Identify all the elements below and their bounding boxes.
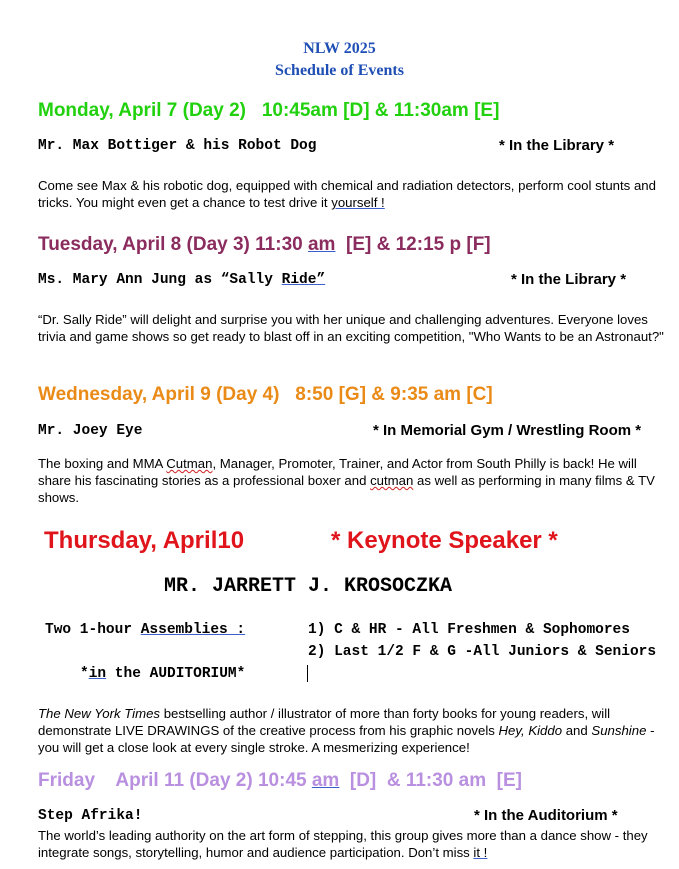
tuesday-heading: Tuesday, April 8 (Day 3) 11:30 am [E] & 12:15 p [F] [38,234,491,255]
wednesday-description: The boxing and MMA Cutman, Manager, Promoter, Trainer, and Actor from South Philly is back! He will share his fascinating stories as a professional boxer and cutman as well as performing in many films & TV shows. [38,456,655,505]
thursday-heading: Thursday, April10 [44,527,245,554]
wednesday-performer: Mr. Joey Eye [38,423,143,439]
keynote-label: * Keynote Speaker * [331,527,558,554]
friday-heading: Friday April 11 (Day 2) 10:45 am [D] & 11:30 am [E] [38,770,522,791]
friday-description: The world’s leading authority on the art form of stepping, this group gives more than a dance show - they integrate songs, storytelling, humor and audience participation. Don’t miss it ! [38,828,648,860]
monday-description: Come see Max & his robotic dog, equipped with chemical and radiation detectors, perform cool stunts and tricks. You might even get a chance to test drive it yourself ! [38,178,656,210]
text-cursor [307,665,308,682]
assemblies-label: Two 1-hour Assemblies : [45,622,246,638]
keynote-speaker-name: MR. JARRETT J. KROSOCZKA [164,575,453,598]
monday-location: * In the Library * [499,137,615,154]
assembly-session-1: 1) C & HR - All Freshmen & Sophomores [308,622,630,638]
monday-performer: Mr. Max Bottiger & his Robot Dog [38,138,317,154]
assembly-session-2: 2) Last 1/2 F & G -All Juniors & Seniors [308,644,657,660]
thursday-location: *in the AUDITORIUM* [80,666,246,682]
wednesday-location: * In Memorial Gym / Wrestling Room * [373,422,642,439]
monday-description-link: yourself ! [331,195,385,210]
friday-location: * In the Auditorium * [474,807,618,824]
friday-performer: Step Afrika! [38,808,143,824]
schedule-year-title: NLW 2025 [303,40,376,57]
monday-heading: Monday, April 7 (Day 2) 10:45am [D] & 11:30am [E] [38,100,500,121]
tuesday-description: “Dr. Sally Ride” will delight and surprise you with her unique and challenging adventures. Everyone loves trivia and game shows so get ready to blast off in an exciting competition, "Who Wants to be an Astronaut?" [38,312,664,344]
friday-description-link: it ! [473,845,488,860]
thursday-description: The New York Times bestselling author / illustrator of more than forty books for young readers, will demonstrate LIVE DRAWINGS of the creative process from his graphic novels Hey, Kiddo and Sunshine - you will get a close look at every single stroke. A mesmerizing experience! [38,706,655,755]
wednesday-heading: Wednesday, April 9 (Day 4) 8:50 [G] & 9:35 am [C] [38,384,493,405]
tuesday-performer: Ms. Mary Ann Jung as “Sally Ride” [38,272,326,288]
tuesday-location: * In the Library * [511,271,627,288]
schedule-subtitle: Schedule of Events [275,62,404,79]
